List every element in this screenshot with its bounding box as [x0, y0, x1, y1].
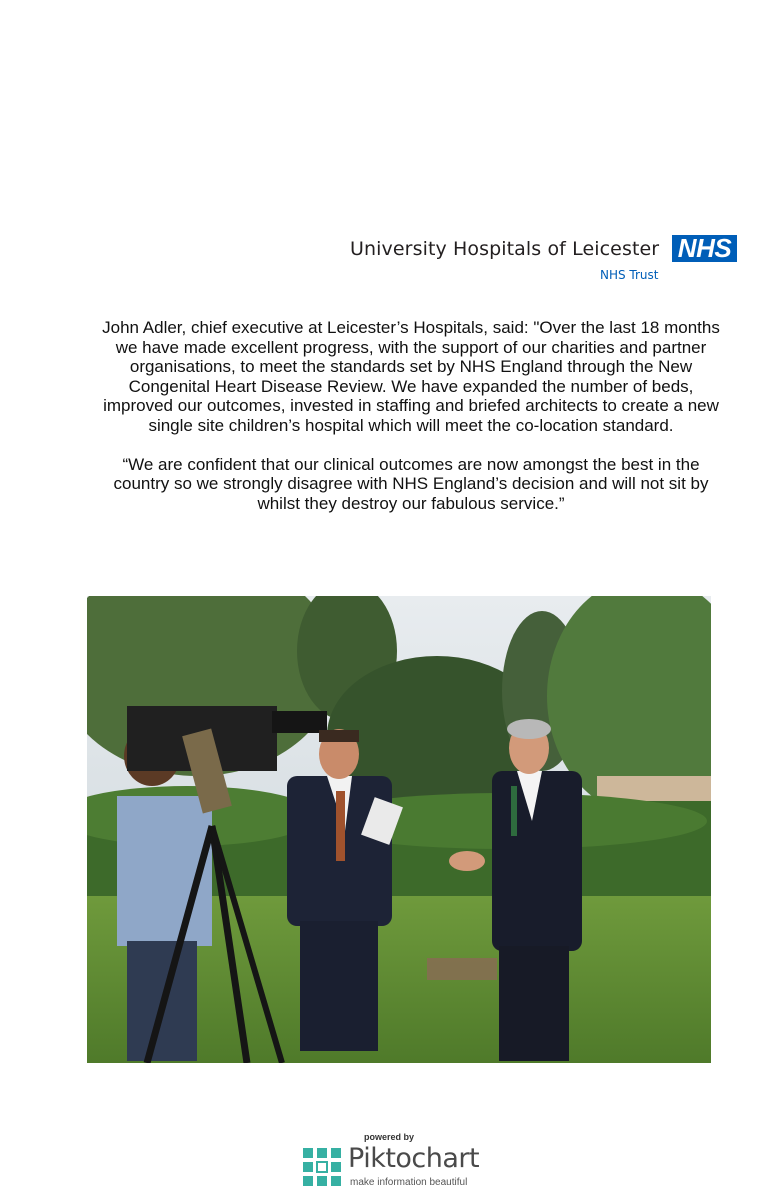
nhs-logo: NHS — [672, 235, 737, 262]
piktochart-logo-icon — [303, 1148, 341, 1186]
quote-paragraph-1: John Adler, chief executive at Leicester’s Hospitals, said: "Over the last 18 months we have made excellent progress, with the support of our charities and partner organisations, to meet the standards set by NHS England through the New Congenital Heart Disease Review. We have expanded the number of beds, improved our outcomes, invested in staffing and briefed architects to create a new single site children’s hospital which will meet the co-location standard. — [102, 318, 720, 435]
trust-label: NHS Trust — [600, 268, 659, 282]
powered-by-label: powered by — [364, 1132, 415, 1142]
organization-name: University Hospitals of Leicester — [350, 238, 660, 260]
nhs-header — [340, 232, 740, 288]
interview-photo — [87, 596, 711, 1063]
footer — [300, 1128, 490, 1192]
piktochart-wordmark: Piktochart — [348, 1143, 480, 1174]
quote-block — [100, 318, 722, 513]
quote-paragraph-2: “We are confident that our clinical outcomes are now amongst the best in the country so we strongly disagree with NHS England’s decision and will not sit by whilst they destroy our fabulous service.” — [113, 454, 709, 513]
piktochart-tagline: make information beautiful — [350, 1177, 468, 1188]
